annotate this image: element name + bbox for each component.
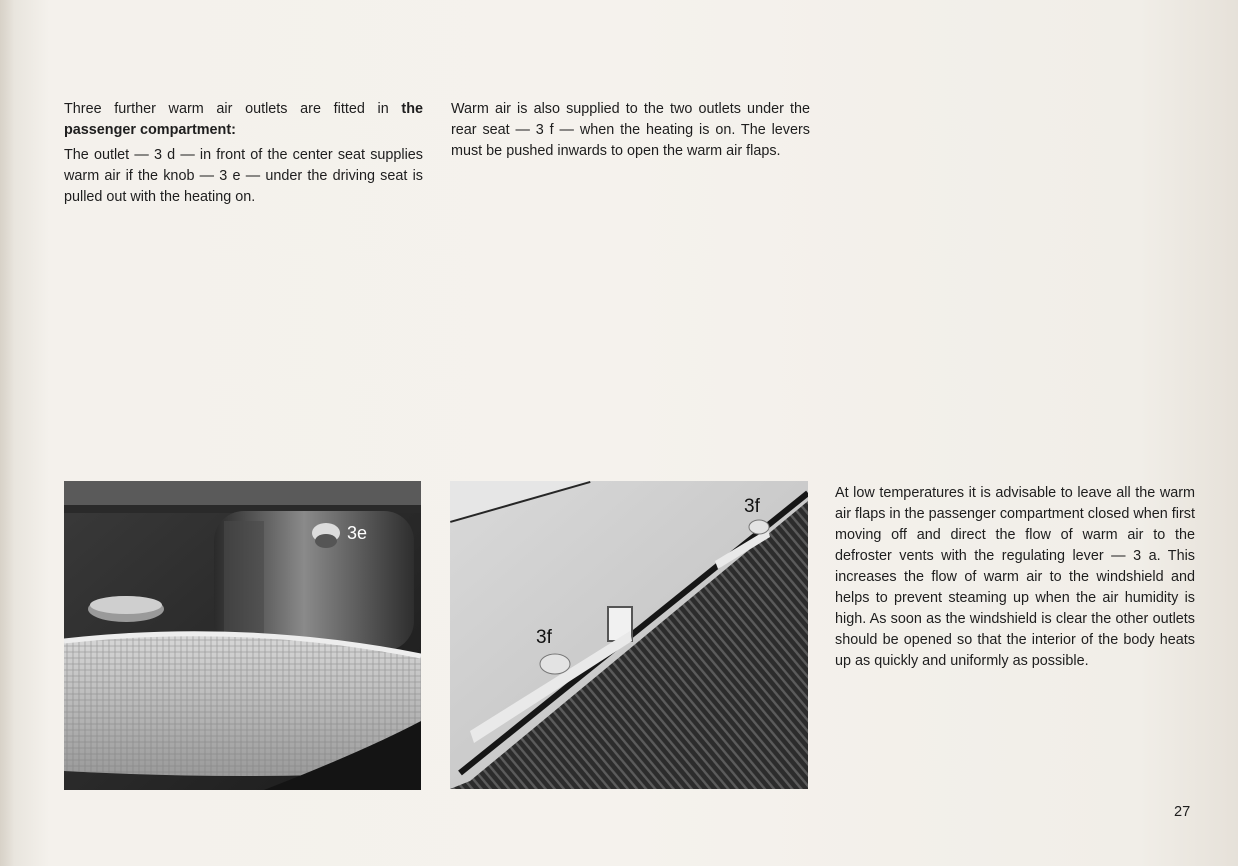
outlet-paragraph: The outlet — 3 d — in front of the center seat supplies warm air if the knob — 3 e — under the driving seat is pulled out with the heating on. <box>64 147 423 205</box>
photo-knob-illustration <box>64 481 421 790</box>
rear-seat-paragraph: Warm air is also supplied to the two outlets under the rear seat — 3 f — when the heating is on. The levers must be pushed inwards to open the warm air flaps. <box>451 101 810 159</box>
photo-rear-seat-outlets <box>450 481 808 789</box>
intro-bold-text: the passenger compartment: <box>64 101 424 138</box>
text-column-left <box>64 99 423 208</box>
photo-label-3f-bottom: 3f <box>536 627 552 648</box>
text-column-middle <box>451 99 810 162</box>
photo-label-3e: 3e <box>347 523 368 543</box>
photo-label-3f-top: 3f <box>744 496 760 517</box>
photo-outlets-illustration <box>450 481 808 789</box>
photo-knob-under-seat <box>64 481 421 790</box>
intro-paragraph <box>64 99 423 141</box>
text-column-right <box>835 483 1195 672</box>
low-temperature-paragraph: At low temperatures it is advisable to leave all the warm air flaps in the passenger compartment closed when first moving off and direct the flow of warm air to the defroster vents with the regulating lever — 3 a. This increases the flow of warm air to the windshield and helps to prevent steaming up when the air humidity is high. As soon as the windshield is clear the other outlets should be opened so that the interior of the body heats up as quickly and uniformly as possible. <box>835 485 1195 669</box>
intro-text: Three further warm air outlets are fitted in <box>64 101 389 117</box>
page-number: 27 <box>1174 804 1191 820</box>
